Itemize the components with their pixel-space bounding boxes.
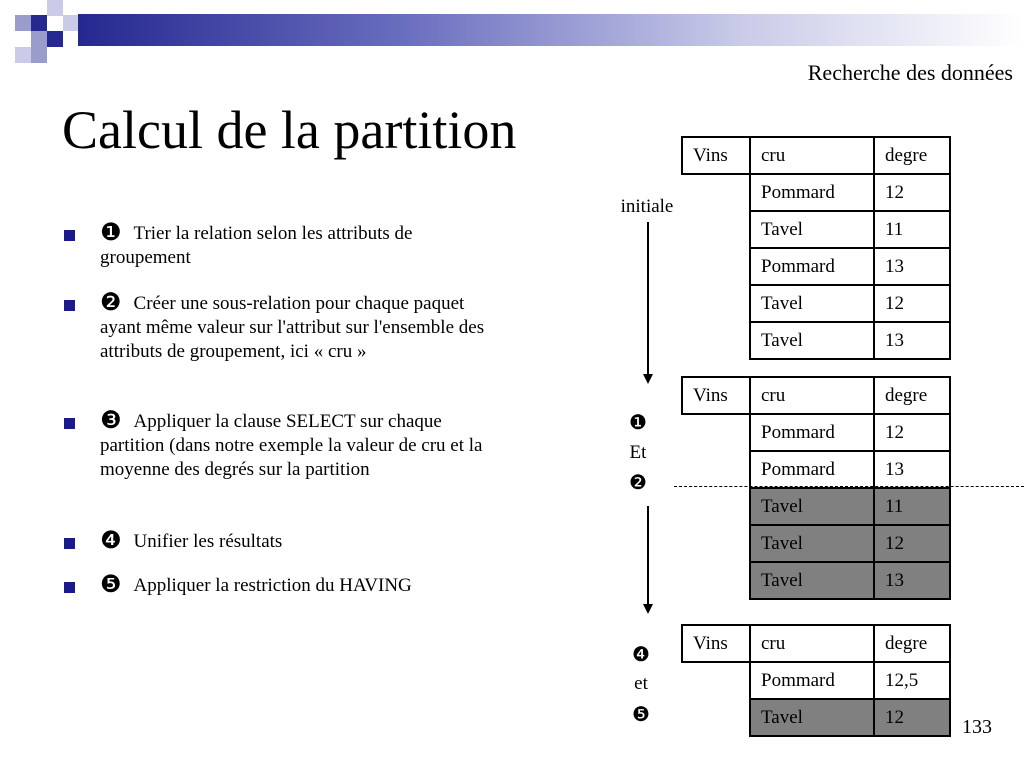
label-initiale: initiale (620, 196, 674, 217)
table-cell: 12 (874, 414, 950, 451)
header-cell: degre (874, 137, 950, 174)
table-partitioned-relation (681, 376, 951, 600)
table-cell: Tavel (750, 488, 874, 525)
table-row (682, 414, 950, 451)
bullet-square-icon (64, 230, 75, 241)
table-row (682, 488, 950, 525)
section-header: Recherche des données (807, 60, 1013, 85)
bullet-square-icon (64, 418, 75, 429)
header-cell: degre (874, 377, 950, 414)
table-cell: 12 (874, 699, 950, 736)
table-cell: 12 (874, 174, 950, 211)
table-row (682, 322, 950, 359)
arrow-down-icon (643, 374, 653, 384)
table-cell: 13 (874, 322, 950, 359)
label-et: et (634, 673, 648, 694)
table-cell: Tavel (750, 322, 874, 359)
bullet-text: Appliquer la clause SELECT sur chaque partition (dans notre exemple la valeur de cru et la moyenne des degrés sur la partition (100, 411, 483, 480)
table-cell: Pommard (750, 662, 874, 699)
step-2-icon: ❷ (629, 470, 647, 494)
label-et: Et (629, 442, 647, 463)
header-cell: cru (750, 625, 874, 662)
table-result-relation (681, 624, 951, 737)
table-cell: 13 (874, 451, 950, 488)
table-row (682, 562, 950, 599)
table-cell: 11 (874, 211, 950, 248)
table-cell: 13 (874, 562, 950, 599)
bullet-square-icon (64, 300, 75, 311)
step-1-icon: ❶ (100, 218, 122, 246)
table-cell: 12 (874, 285, 950, 322)
table-cell: 12 (874, 525, 950, 562)
arrow-line (647, 506, 649, 604)
step-2-icon: ❷ (100, 288, 122, 316)
header-cell: cru (750, 377, 874, 414)
step-4-icon: ❹ (632, 642, 650, 666)
table-cell: Tavel (750, 699, 874, 736)
step-5-icon: ❺ (100, 570, 122, 598)
table-cell: Pommard (750, 414, 874, 451)
table-header-row (682, 625, 950, 662)
header-cell: degre (874, 625, 950, 662)
step-1-icon: ❶ (629, 410, 647, 434)
table-cell: Tavel (750, 285, 874, 322)
header-cell: Vins (682, 137, 750, 174)
table-cell: Pommard (750, 174, 874, 211)
step-5-icon: ❺ (632, 702, 650, 726)
step-3-icon: ❸ (100, 406, 122, 434)
table-cell: 12,5 (874, 662, 950, 699)
bullet-text: Trier la relation selon les attributs de groupement (100, 223, 413, 268)
arrow-down-icon (643, 604, 653, 614)
table-cell: Tavel (750, 525, 874, 562)
table-cell: Tavel (750, 562, 874, 599)
table-row (682, 248, 950, 285)
bullet-text: Unifier les résultats (133, 531, 283, 552)
table-row (682, 285, 950, 322)
table-header-row (682, 377, 950, 414)
table-row (682, 525, 950, 562)
table-header-row (682, 137, 950, 174)
bullet-text: Créer une sous-relation pour chaque paquet ayant même valeur sur l'attribut sur l'ensemble des attributs de groupement, ici « cru » (100, 293, 485, 362)
header-cell: cru (750, 137, 874, 174)
step-4-icon: ❹ (100, 526, 122, 554)
table-cell: 11 (874, 488, 950, 525)
arrow-line (647, 222, 649, 374)
slide-title: Calcul de la partition (62, 100, 517, 160)
table-cell: 13 (874, 248, 950, 285)
table-row (682, 662, 950, 699)
bullet-square-icon (64, 538, 75, 549)
table-cell: Tavel (750, 211, 874, 248)
table-row (682, 451, 950, 488)
table-row (682, 174, 950, 211)
bullet-square-icon (64, 582, 75, 593)
table-row (682, 211, 950, 248)
header-cell: Vins (682, 377, 750, 414)
bullet-text: Appliquer la restriction du HAVING (133, 575, 412, 596)
table-cell: Pommard (750, 451, 874, 488)
header-gradient-bar (78, 14, 1024, 46)
table-cell: Pommard (750, 248, 874, 285)
header-cell: Vins (682, 625, 750, 662)
page-number: 133 (962, 716, 992, 738)
table-initial-relation (681, 136, 951, 360)
table-row (682, 699, 950, 736)
